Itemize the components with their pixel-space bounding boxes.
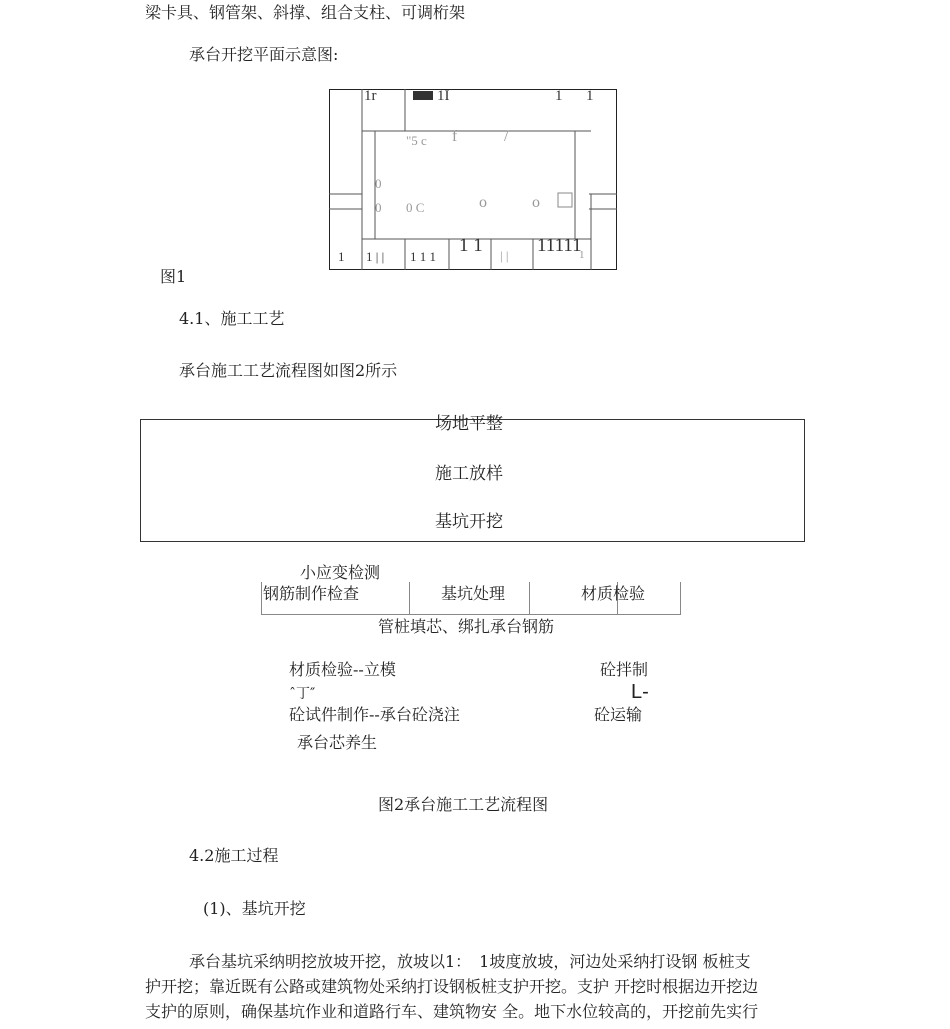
- section-4-1-heading: 4.1、施工工艺: [179, 309, 285, 328]
- flow-concrete-transport: 砼运输: [594, 705, 643, 724]
- flow-step-excavation: 基坑开挖: [435, 512, 503, 532]
- plan-mark-bot-6: 11111: [537, 235, 582, 256]
- plan-mark-o-2: o: [532, 194, 540, 211]
- flow-intro: 承台施工工艺流程图如图2所示: [179, 361, 398, 380]
- plan-mark-top-d: 1: [586, 88, 594, 104]
- figure2-caption: 图2承台施工工艺流程图: [378, 795, 549, 814]
- plan-mark-top-b: 1I: [437, 88, 450, 104]
- plan-mark-zero-2: 0: [375, 200, 382, 215]
- subsection-1-heading: (1)、基坑开挖: [203, 899, 306, 918]
- figure1-label: 图1: [160, 267, 187, 286]
- flow-material-formwork: 材质检验--立模: [289, 660, 396, 679]
- plan-mark-bot-5: | |: [500, 248, 509, 263]
- flow-material-check: 材质检验: [581, 584, 646, 603]
- flow-curing: 承台芯养生: [297, 733, 378, 752]
- flow-arrow-mark-b: L-: [631, 681, 649, 703]
- flow-concrete-mixing: 砼拌制: [600, 660, 649, 679]
- flow-branch-line-3: [529, 582, 530, 614]
- tools-line: 梁卡具、钢管架、斜撑、组合支柱、可调桁架: [145, 3, 466, 22]
- flow-step-setting-out: 施工放样: [435, 464, 503, 484]
- plan-mark-bot-3: 1 1 1: [410, 249, 436, 264]
- plan-mark-inner-b: f: [452, 128, 458, 145]
- plan-mark-zero-c: 0 C: [406, 200, 425, 215]
- plan-mark-bot-2: 1 | |: [366, 249, 385, 264]
- plan-mark-top-a: 1r: [364, 88, 377, 104]
- flow-branch-line-2: [409, 582, 410, 614]
- plan-mark-zero-1: 0: [375, 176, 382, 191]
- flow-branch-line-right: [680, 582, 681, 614]
- flow-strain-test: 小应变检测: [300, 563, 381, 582]
- flow-step-site-leveling: 场地平整: [435, 414, 503, 434]
- plan-mark-bot-4: 1 1: [459, 235, 483, 256]
- plan-mark-o-1: o: [479, 194, 487, 211]
- plan-mark-inner-a: "5 c: [406, 133, 427, 148]
- plan-mark-top-c: 1: [555, 88, 563, 104]
- flow-branch-line-left: [261, 582, 262, 614]
- flow-pit-treatment: 基坑处理: [441, 584, 506, 603]
- paragraph-line-1: 承台基坑采纳明挖放坡开挖，放坡以1： 1坡度放坡，河边处采纳打设钢 板桩支: [189, 952, 751, 971]
- flow-arrow-mark-a: ˆ丁″: [289, 686, 316, 702]
- flow-pile-fill: 管桩填芯、绑扎承台钢筋: [378, 617, 555, 636]
- section-4-2-heading: 4.2施工过程: [189, 846, 279, 865]
- paragraph-line-2: 护开挖；靠近既有公路或建筑物处采纳打设钢板桩支护开挖。支护 开挖时根据边开挖边: [145, 977, 759, 996]
- plan-mark-bot-1: 1: [338, 249, 345, 264]
- flow-branch-bottom-line: [261, 614, 681, 615]
- flow-specimen-pour: 砼试件制作--承台砼浇注: [289, 705, 460, 724]
- plan-mark-bot-7: 1: [579, 249, 585, 261]
- paragraph-line-3: 支护的原则，确保基坑作业和道路行车、建筑物安 全。地下水位较高的，开挖前先实行: [145, 1002, 759, 1021]
- plan-mark-inner-c: /: [504, 128, 509, 145]
- plan-intro: 承台开挖平面示意图:: [189, 45, 339, 64]
- flow-rebar-check: 钢筋制作检查: [263, 584, 360, 603]
